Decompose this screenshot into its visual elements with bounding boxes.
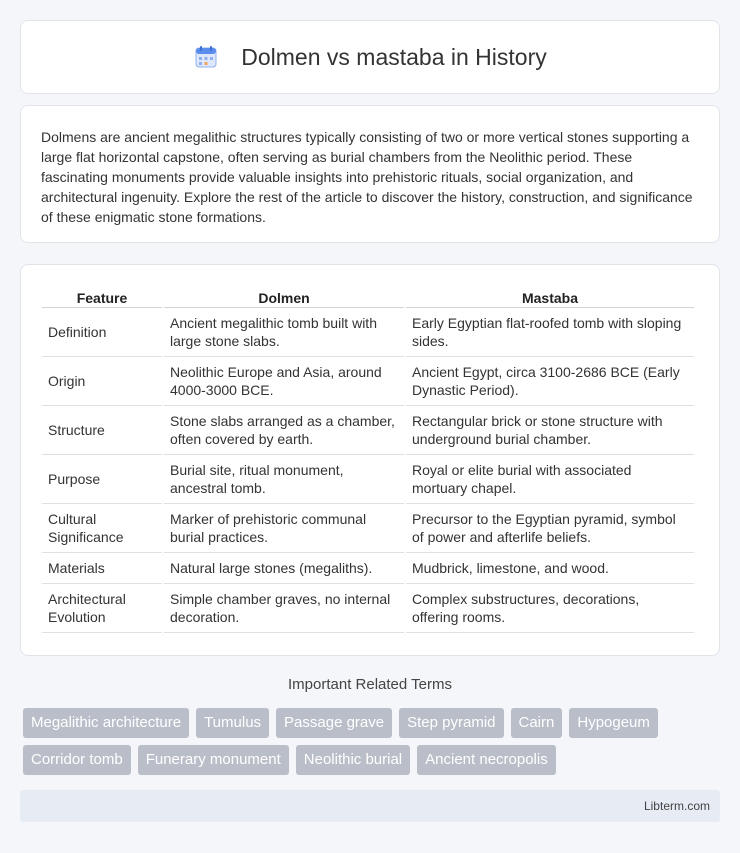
table-row [42,406,694,455]
term-tag[interactable]: Neolithic burial [296,745,410,775]
footer [20,790,720,822]
term-tag[interactable]: Megalithic architecture [23,708,189,738]
dolmen-cell: Simple chamber graves, no internal decoration. [164,584,404,633]
footer-site-link[interactable]: Libterm.com [643,799,710,813]
table-header-row [42,285,694,308]
intro-paragraph: Dolmens are ancient megalithic structures typically consisting of two or more vertical stones supporting a large flat horizontal capstone, often serving as burial chambers from the Neolithic period. These fascinating monuments provide valuable insights into prehistoric rituals, social organization, and architectural ingenuity. Explore the rest of the article to discover the history, construction, and significance of these enigmatic stone formations. [41,129,693,225]
related-terms-list [23,708,723,775]
dolmen-cell: Ancient megalithic tomb built with large stone slabs. [164,308,404,357]
dolmen-cell: Natural large stones (megaliths). [164,553,404,584]
mastaba-cell: Ancient Egypt, circa 3100-2686 BCE (Early Dynastic Period). [406,357,694,406]
dolmen-cell: Neolithic Europe and Asia, around 4000-3000 BCE. [164,357,404,406]
table-row [42,357,694,406]
dolmen-cell: Burial site, ritual monument, ancestral tomb. [164,455,404,504]
mastaba-cell: Royal or elite burial with associated mortuary chapel. [406,455,694,504]
dolmen-cell: Marker of prehistoric communal burial practices. [164,504,404,553]
table-row [42,553,694,584]
table-row [42,504,694,553]
calendar-icon [193,44,219,70]
table-row [42,584,694,633]
term-tag[interactable]: Hypogeum [569,708,658,738]
feature-cell: Cultural Significance [42,504,162,553]
term-tag[interactable]: Tumulus [196,708,269,738]
feature-cell: Purpose [42,455,162,504]
feature-cell: Definition [42,308,162,357]
term-tag[interactable]: Passage grave [276,708,392,738]
table-row [42,455,694,504]
header-feature: Feature [42,285,162,308]
feature-cell: Architectural Evolution [42,584,162,633]
intro-card [20,105,720,243]
mastaba-cell: Mudbrick, limestone, and wood. [406,553,694,584]
comparison-table [40,285,696,633]
mastaba-cell: Precursor to the Egyptian pyramid, symbol of power and afterlife beliefs. [406,504,694,553]
header-mastaba: Mastaba [406,285,694,308]
dolmen-cell: Stone slabs arranged as a chamber, often covered by earth. [164,406,404,455]
header-card [20,20,720,94]
mastaba-cell: Early Egyptian flat-roofed tomb with sloping sides. [406,308,694,357]
term-tag[interactable]: Funerary monument [138,745,289,775]
mastaba-cell: Complex substructures, decorations, offering rooms. [406,584,694,633]
related-terms-title: Important Related Terms [288,676,452,693]
term-tag[interactable]: Step pyramid [399,708,503,738]
comparison-card [20,264,720,656]
page-title: Dolmen vs mastaba in History [241,43,547,70]
feature-cell: Structure [42,406,162,455]
feature-cell: Origin [42,357,162,406]
term-tag[interactable]: Corridor tomb [23,745,131,775]
header-dolmen: Dolmen [164,285,404,308]
term-tag[interactable]: Ancient necropolis [417,745,556,775]
mastaba-cell: Rectangular brick or stone structure with underground burial chamber. [406,406,694,455]
term-tag[interactable]: Cairn [511,708,563,738]
table-row [42,308,694,357]
feature-cell: Materials [42,553,162,584]
